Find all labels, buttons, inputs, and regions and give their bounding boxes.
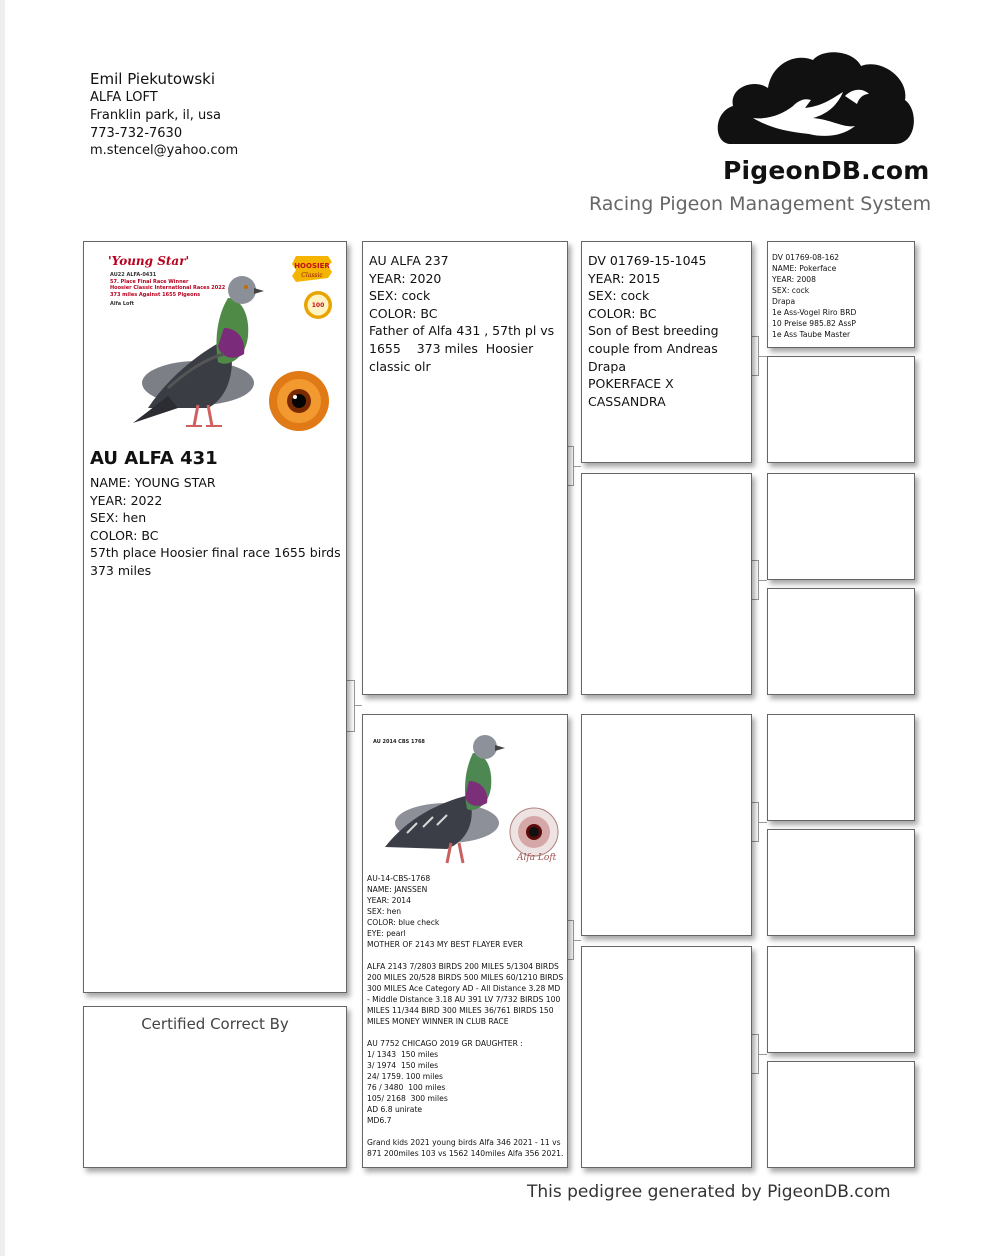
dam-line-14: 24/ 1759. 100 miles: [367, 1072, 443, 1081]
dam-line-4: SEX: hen: [367, 907, 402, 916]
ss-line-5: Son of Best breeding couple from Andreas Drapa: [588, 323, 723, 374]
cloud-pigeon-icon: [713, 48, 917, 154]
owner-loft: ALFA LOFT: [90, 90, 158, 105]
svg-text:100: 100: [311, 302, 325, 309]
connector-gen1: [347, 680, 355, 732]
dam-photo-ring: AU 2014 CBS 1768: [373, 739, 425, 745]
sss-line-7: 10 Preise 985.82 AssP: [772, 319, 856, 328]
connector-sd: [752, 560, 759, 600]
pigeon-photo-icon: [128, 258, 288, 433]
subject-line-1: NAME: YOUNG STAR: [90, 475, 216, 490]
owner-info: [90, 70, 238, 160]
photo-title: 'Young Star': [108, 254, 190, 268]
footer-text: This pedigree generated by PigeonDB.com: [527, 1182, 891, 1202]
sss-line-2: NAME: Pokerface: [772, 264, 837, 273]
subject-line-3: SEX: hen: [90, 510, 147, 526]
sire-details: [363, 242, 567, 375]
subject-line-2: YEAR: 2022: [90, 492, 163, 508]
owner-name: Emil Piekutowski: [90, 70, 216, 88]
sire-sire-details: [582, 242, 751, 410]
ss-line-4: COLOR: BC: [588, 305, 657, 321]
photo-ring: AU22 ALFA-0431: [110, 272, 157, 278]
ss-sire-details: [768, 242, 914, 340]
ss-line-3: SEX: cock: [588, 288, 650, 304]
dam-line-12: 1/ 1343 150 miles: [367, 1050, 439, 1059]
dam-line-6: EYE: pearl: [367, 929, 406, 938]
ss-sire-card[interactable]: [767, 241, 915, 348]
sss-line-6: 1e Ass-Vogel Riro BRD: [772, 308, 857, 317]
sss-line-8: 1e Ass Taube Master: [772, 330, 851, 339]
dam-line-11: AU 7752 CHICAGO 2019 GR DAUGHTER :: [367, 1039, 523, 1048]
subject-line-5: 57th place Hoosier final race 1655 birds 373 miles: [90, 545, 345, 578]
connector-ds: [752, 802, 759, 842]
dam-sire-card[interactable]: [581, 714, 752, 936]
dd-sire-card[interactable]: [767, 946, 915, 1053]
sd-dam-card[interactable]: [767, 588, 915, 695]
connector-dd-stub: [759, 1054, 767, 1055]
certified-label: Certified Correct By: [141, 1015, 289, 1033]
dam-line-10: [367, 1027, 565, 1038]
dam-line-16: 105/ 2168 300 miles: [367, 1094, 448, 1103]
connector-dam-stub: [574, 940, 581, 941]
ss-dam-card[interactable]: [767, 356, 915, 463]
sire-line-3: SEX: cock: [369, 288, 431, 304]
dam-line-8: [367, 950, 565, 961]
dam-line-20: Grand kids 2021 young birds Alfa 346 2021 - 11 vs 871 200miles 103 vs 1562 140miles Alfa 356 2021.: [367, 1138, 564, 1158]
connector-gen1-stub: [355, 705, 362, 706]
dam-details: [363, 869, 568, 1159]
owner-location: Franklin park, il, usa: [90, 107, 222, 123]
owner-phone: 773-732-7630: [90, 125, 183, 141]
dam-pigeon-photo-icon: [377, 723, 517, 869]
sss-line-5: Drapa: [772, 297, 796, 306]
sire-card[interactable]: [362, 241, 568, 695]
dam-line-3: YEAR: 2014: [367, 896, 411, 905]
dd-dam-card[interactable]: [767, 1061, 915, 1168]
dam-line-9: ALFA 2143 7/2803 BIRDS 200 MILES 5/1304 BIRDS 200 MILES 20/528 BIRDS 500 MILES 60/1210 BIRDS 300 MILES Ace Category AD - All Distance 3.28 MD - Middle Distance 3.18 AU 391 LV 7/732 BIRDS 100 MILES 11/344 BIRD 300 MILES 36/761 BIRDS 150 MILES MONEY WINNER IN CLUB RACE: [367, 962, 566, 1026]
sire-line-1: AU ALFA 237: [369, 253, 449, 268]
connector-sd-stub: [759, 580, 767, 581]
dam-photo-signature: Alfa Loft: [517, 853, 557, 863]
ss-line-6: POKERFACE X CASSANDRA: [588, 376, 678, 409]
photo-line-2: Hoosier Classic International Races 2022: [110, 285, 226, 291]
pigeon-eye-icon: [268, 370, 330, 432]
dam-line-19: [367, 1126, 565, 1137]
photo-line-3: 373 miles Against 1655 Pigeons: [110, 291, 201, 298]
dam-photo: [367, 719, 563, 869]
sss-line-1: DV 01769-08-162: [772, 253, 840, 262]
ds-dam-card[interactable]: [767, 829, 915, 936]
top100-badge-icon: [303, 290, 333, 320]
sire-sire-card[interactable]: [581, 241, 752, 463]
dam-line-1: AU-14-CBS-1768: [367, 874, 431, 883]
sire-line-5: Father of Alfa 431 , 57th pl vs 1655 373 miles Hoosier classic olr: [369, 323, 559, 374]
connector-ss: [752, 336, 759, 376]
subject-card[interactable]: [83, 241, 347, 993]
subject-details: [84, 438, 347, 580]
dam-line-2: NAME: JANSSEN: [367, 885, 428, 894]
ss-line-1: DV 01769-15-1045: [588, 253, 707, 268]
pigeondb-logo[interactable]: [585, 40, 932, 220]
sss-line-3: YEAR: 2008: [772, 275, 816, 284]
dam-line-5: COLOR: blue check: [367, 918, 440, 927]
dam-line-18: MD6.7: [367, 1116, 392, 1125]
subject-photo: [88, 246, 340, 434]
dam-line-7: MOTHER OF 2143 MY BEST FLAYER EVER: [367, 940, 523, 949]
connector-ss-stub: [759, 356, 767, 357]
ss-line-2: YEAR: 2015: [588, 270, 661, 286]
dam-line-17: AD 6.8 unirate: [367, 1105, 423, 1114]
dam-dam-card[interactable]: [581, 946, 752, 1168]
dam-eye-icon: [509, 807, 559, 857]
connector-ds-stub: [759, 822, 767, 823]
logo-tagline: Racing Pigeon Management System: [589, 193, 932, 215]
sire-line-2: YEAR: 2020: [369, 270, 442, 286]
photo-loft: Alfa Loft: [110, 301, 135, 307]
sire-dam-card[interactable]: [581, 473, 752, 695]
page-edge: [0, 0, 5, 1256]
owner-email[interactable]: m.stencel@yahoo.com: [90, 143, 239, 159]
sd-sire-card[interactable]: [767, 473, 915, 580]
connector-sire-stub: [574, 466, 581, 467]
hoosier-badge-icon: [288, 252, 336, 286]
hoosier-badge-subtext: Classic: [301, 272, 323, 279]
connector-dd: [752, 1034, 759, 1074]
sire-line-4: COLOR: BC: [369, 305, 438, 321]
dam-line-13: 3/ 1974 150 miles: [367, 1061, 439, 1070]
certified-box: [83, 1006, 347, 1168]
subject-ring: AU ALFA 431: [90, 448, 218, 469]
dam-card[interactable]: [362, 714, 568, 1168]
photo-line-1: 57. Place Final Race Winner: [110, 278, 189, 285]
dam-line-15: 76 / 3480 100 miles: [367, 1083, 446, 1092]
subject-line-4: COLOR: BC: [90, 527, 159, 543]
sss-line-4: SEX: cock: [772, 286, 810, 295]
logo-name: PigeonDB.com: [723, 156, 930, 185]
ds-sire-card[interactable]: [767, 714, 915, 821]
hoosier-badge-text: HOOSIER: [294, 262, 330, 270]
